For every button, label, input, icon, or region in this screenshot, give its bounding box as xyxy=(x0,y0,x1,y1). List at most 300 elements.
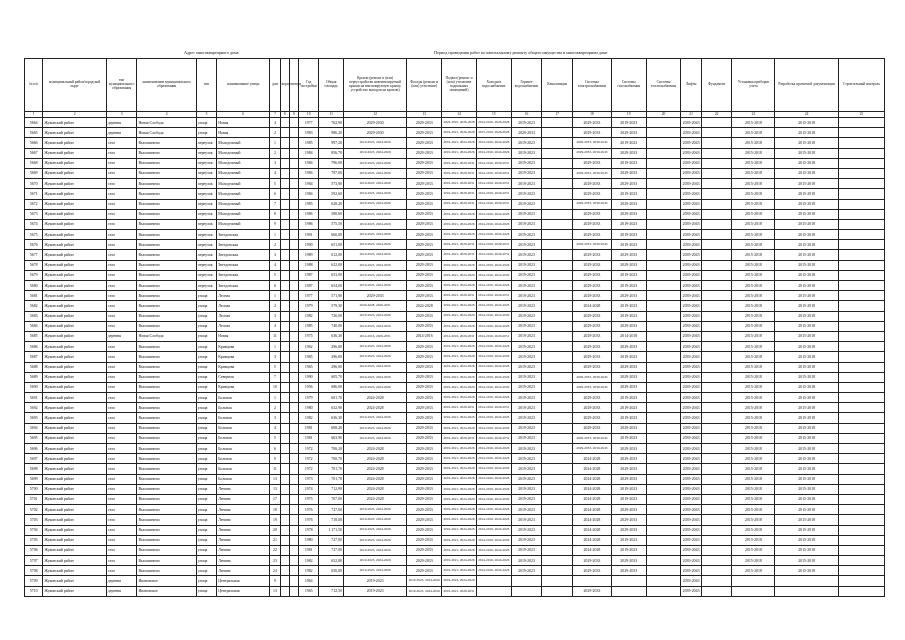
table-cell: Звездовская xyxy=(217,281,270,291)
table-cell: 2019-2023 xyxy=(511,230,542,240)
table-cell xyxy=(646,403,681,413)
column-number: 10 xyxy=(299,112,319,118)
table-cell: 2029-2033, 2039-2043 xyxy=(573,372,612,382)
table-cell: 5669 xyxy=(25,168,43,178)
table-cell: Жуковский район xyxy=(43,311,106,321)
table-cell: 2029-2030 xyxy=(343,118,406,128)
table-cell: улица xyxy=(196,505,216,515)
table-cell: 2039-2043 xyxy=(681,525,701,535)
table-cell xyxy=(646,576,681,586)
table-row xyxy=(25,331,885,341)
table-cell: 2015-2018 xyxy=(775,179,838,189)
table-cell: Жуковский район xyxy=(43,199,106,209)
table-cell: 2015-2018 xyxy=(732,260,775,270)
table-cell: Ленина xyxy=(217,545,270,555)
table-cell: Жуковский район xyxy=(43,525,106,535)
table-cell: 2014-2018 xyxy=(611,331,646,341)
table-cell: 2019-2023, 2024-2026 xyxy=(343,189,406,199)
table-cell: Высокиничи xyxy=(137,545,196,555)
table-cell: 700,70 xyxy=(319,454,344,464)
table-cell: 3 xyxy=(270,158,280,168)
table-cell: 1982 xyxy=(299,566,319,576)
table-cell: 2029-2033 xyxy=(573,566,612,576)
table-cell: 2019-2023, 2024-2026 xyxy=(343,433,406,443)
table-cell: 2019-2023 xyxy=(511,413,542,423)
table-cell xyxy=(646,230,681,240)
table-cell: 2 xyxy=(270,148,280,158)
table-cell: 4 xyxy=(270,118,280,128)
table-cell: село xyxy=(106,281,137,291)
table-cell: 2019-2023, 2024-2026 xyxy=(343,321,406,331)
table-cell: Высокиничи xyxy=(137,525,196,535)
table-cell: 2015-2018 xyxy=(732,454,775,464)
table-cell xyxy=(289,199,298,209)
table-cell xyxy=(289,505,298,515)
table-cell xyxy=(701,240,732,250)
table-cell xyxy=(646,209,681,219)
table-cell: 2015-2018 xyxy=(732,179,775,189)
table-cell: Жуковский район xyxy=(43,454,106,464)
table-cell xyxy=(838,362,884,372)
table-cell: 2019-2023 xyxy=(611,240,646,250)
table-cell: 2019-2023 xyxy=(511,281,542,291)
table-cell xyxy=(542,352,573,362)
column-header: корпус xyxy=(280,59,289,112)
table-cell: улица xyxy=(196,382,216,392)
table-cell: 2029-2033 xyxy=(573,270,612,280)
table-cell: 1 xyxy=(270,291,280,301)
table-cell: 2014-2016, 2029-2031 xyxy=(476,189,511,199)
table-cell: Лесная xyxy=(217,321,270,331)
table-cell: 2019-2021, 2024-2026 xyxy=(442,352,477,362)
table-cell xyxy=(838,352,884,362)
table-cell xyxy=(542,515,573,525)
table-cell xyxy=(280,168,289,178)
table-cell: село xyxy=(106,260,137,270)
table-cell: Ленина xyxy=(217,494,270,504)
table-cell: 686,00 xyxy=(319,382,344,392)
table-cell xyxy=(542,525,573,535)
table-cell: Молодежный xyxy=(217,158,270,168)
table-cell: 2039-2043 xyxy=(681,535,701,545)
table-cell: Жуковский район xyxy=(43,179,106,189)
table-row xyxy=(25,494,885,504)
table-cell: улица xyxy=(196,556,216,566)
table-cell: 2019-2021, 2024-2026 xyxy=(442,311,477,321)
table-cell: улица xyxy=(196,342,216,352)
table-cell: 5 xyxy=(270,433,280,443)
table-cell: деревня xyxy=(106,576,137,586)
table-cell xyxy=(646,566,681,576)
table-cell: 1990 xyxy=(299,372,319,382)
table-cell xyxy=(280,474,289,484)
table-body xyxy=(25,118,885,597)
table-cell: 762,90 xyxy=(319,118,344,128)
table-cell: 17 xyxy=(270,494,280,504)
table-cell: 1 171,50 xyxy=(319,525,344,535)
table-cell xyxy=(289,393,298,403)
table-cell: Молодежный xyxy=(217,138,270,148)
table-cell: 5666 xyxy=(25,138,43,148)
table-cell: 1987 xyxy=(299,270,319,280)
table-cell: Звездовская xyxy=(217,260,270,270)
table-cell: 2029-2033 xyxy=(573,413,612,423)
table-cell: село xyxy=(106,525,137,535)
table-cell: 11 xyxy=(270,331,280,341)
table-cell: 2015-2018 xyxy=(775,270,838,280)
table-cell xyxy=(838,128,884,138)
table-cell: 2014-2016, 2024-2026 xyxy=(476,219,511,229)
table-cell: село xyxy=(106,179,137,189)
table-cell: Высокиничи xyxy=(137,484,196,494)
table-cell: Высокиничи xyxy=(137,281,196,291)
table-cell xyxy=(646,179,681,189)
table-cell: переулок xyxy=(196,219,216,229)
table-cell: село xyxy=(106,566,137,576)
table-cell: 2029-2033 xyxy=(407,403,442,413)
table-cell: 2015-2018 xyxy=(775,291,838,301)
table-cell: 2029-2033 xyxy=(611,250,646,260)
table-cell: 1976 xyxy=(299,505,319,515)
table-cell: 5680 xyxy=(25,281,43,291)
table-cell: 2014-2016, 2024-2026 xyxy=(476,505,511,515)
column-number: 20 xyxy=(646,112,681,118)
table-cell xyxy=(646,464,681,474)
table-cell xyxy=(280,179,289,189)
table-cell xyxy=(280,433,289,443)
table-cell: 5665 xyxy=(25,128,43,138)
table-cell: 2039-2043 xyxy=(681,118,701,128)
table-cell: 2029-2033 xyxy=(611,525,646,535)
table-cell: 2019-2021, 2024-2026 xyxy=(442,148,477,158)
table-cell: переулок xyxy=(196,168,216,178)
table-cell: Высокиничи xyxy=(137,423,196,433)
table-cell: 2019-2021, 2024-2026 xyxy=(442,138,477,148)
table-cell: 2014-2016, 2029-2031 xyxy=(476,179,511,189)
table-cell: 1973 xyxy=(299,474,319,484)
table-cell: 2015-2018 xyxy=(732,382,775,392)
table-cell: 2029-2033 xyxy=(407,413,442,423)
table-cell: 2014-2016, 2029-2031 xyxy=(476,240,511,250)
table-cell: 2014-2016, 2024-2026 xyxy=(476,230,511,240)
table-cell xyxy=(701,199,732,209)
table-cell: деревня xyxy=(106,331,137,341)
table-cell xyxy=(838,423,884,433)
table-cell: село xyxy=(106,158,137,168)
table-cell: Жуковский район xyxy=(43,505,106,515)
table-cell: Лесная xyxy=(217,311,270,321)
table-cell: 2019-2023 xyxy=(511,199,542,209)
column-header: дом xyxy=(270,59,280,112)
table-cell: 2014-2016, 2024-2026 xyxy=(476,138,511,148)
column-number: 2 xyxy=(43,112,106,118)
table-cell xyxy=(280,382,289,392)
table-cell: 9 xyxy=(270,454,280,464)
table-cell: село xyxy=(106,291,137,301)
table-cell: 2039-2043 xyxy=(681,474,701,484)
table-cell xyxy=(280,342,289,352)
table-cell: 2019-2023 xyxy=(343,576,406,586)
table-cell: 2029-2033 xyxy=(573,342,612,352)
table-cell xyxy=(289,342,298,352)
table-cell: 2015-2018 xyxy=(732,281,775,291)
table-cell: 2015-2018 xyxy=(775,556,838,566)
table-cell: 2019-2023, 2024-2026 xyxy=(343,423,406,433)
table-cell: Центральная xyxy=(217,586,270,596)
table-cell: 2015-2018 xyxy=(732,484,775,494)
table-cell: 2019-2021, 2029-2031 xyxy=(442,158,477,168)
table-cell: 2019-2023, 2024-2026 xyxy=(343,352,406,362)
table-cell: 2019-2023, 2024-2026 xyxy=(343,158,406,168)
table-cell: 2024-2028 xyxy=(573,454,612,464)
table-cell: 2019-2023 xyxy=(511,444,542,454)
table-cell: 2029-2033 xyxy=(573,250,612,260)
table-cell: 5697 xyxy=(25,454,43,464)
table-cell: Кривцова xyxy=(217,342,270,352)
table-cell: 2029-2033, 2039-2043 xyxy=(573,138,612,148)
table-cell: 2014-2016, 2024-2026 xyxy=(476,352,511,362)
table-cell: 2029-2033 xyxy=(407,566,442,576)
column-number: 3 xyxy=(106,112,137,118)
column-number: 16 xyxy=(511,112,542,118)
table-cell: 2015-2018 xyxy=(732,158,775,168)
table-cell: 2019-2021, 2024-2026 xyxy=(442,423,477,433)
table-cell: 3 xyxy=(270,311,280,321)
table-cell xyxy=(289,219,298,229)
table-cell xyxy=(701,342,732,352)
table-cell: 1962 xyxy=(299,342,319,352)
table-cell: 2029-2033 xyxy=(407,433,442,443)
table-cell: 2024-2028 xyxy=(343,464,406,474)
table-cell: 2 xyxy=(270,301,280,311)
table-cell: Высокиничи xyxy=(137,138,196,148)
table-cell: 2019-2023 xyxy=(511,189,542,199)
table-cell: 2029-2033 xyxy=(407,270,442,280)
table-cell: Ленина xyxy=(217,515,270,525)
group-label-address: Адрес многоквартирного дома xyxy=(184,50,239,55)
table-cell: 1972 xyxy=(299,444,319,454)
table-cell: Жуковский район xyxy=(43,403,106,413)
table-cell: 5691 xyxy=(25,393,43,403)
table-cell: 2019-2023, 2024-2026 xyxy=(343,362,406,372)
table-cell: 663,90 xyxy=(319,433,344,443)
table-cell: переулок xyxy=(196,199,216,209)
table-cell: 2029-2033 xyxy=(573,321,612,331)
table-cell xyxy=(838,484,884,494)
table-cell: Ленина xyxy=(217,535,270,545)
table-cell: 2029-2033 xyxy=(611,179,646,189)
table-cell: 1990 xyxy=(299,240,319,250)
table-cell: 2019-2021, 2024-2026 xyxy=(442,393,477,403)
table-cell: село xyxy=(106,545,137,555)
table-cell: Жуковский район xyxy=(43,240,106,250)
table-cell xyxy=(701,362,732,372)
table-cell: 296,00 xyxy=(319,362,344,372)
table-row xyxy=(25,586,885,596)
table-cell: 2019-2023 xyxy=(511,433,542,443)
table-cell xyxy=(542,168,573,178)
table-cell: 1972 xyxy=(299,464,319,474)
table-cell: 9 xyxy=(270,219,280,229)
table-cell xyxy=(280,535,289,545)
table-cell: 2029-2033 xyxy=(407,281,442,291)
table-cell: 2023-2025, 2026-2028 xyxy=(442,118,477,128)
table-cell xyxy=(542,576,573,586)
table-cell xyxy=(289,566,298,576)
table-cell: село xyxy=(106,209,137,219)
table-cell: 622,00 xyxy=(319,260,344,270)
table-cell xyxy=(838,189,884,199)
table-cell: Жуковский район xyxy=(43,382,106,392)
table-cell: Высокиничи xyxy=(137,362,196,372)
table-cell: 2039-2043 xyxy=(681,199,701,209)
table-cell: село xyxy=(106,148,137,158)
table-cell xyxy=(838,230,884,240)
table-cell: 580,60 xyxy=(319,209,344,219)
table-cell: 2029-2030 xyxy=(343,128,406,138)
table-cell: Высокиничи xyxy=(137,382,196,392)
table-cell xyxy=(542,148,573,158)
table-cell: 1965 xyxy=(299,586,319,596)
table-cell: 5 xyxy=(270,179,280,189)
column-number: 17 xyxy=(542,112,573,118)
table-cell xyxy=(701,291,732,301)
table-cell: 2024-2028 xyxy=(343,393,406,403)
table-cell: 2014-2016, 2024-2026 xyxy=(476,342,511,352)
table-cell: село xyxy=(106,199,137,209)
table-cell: 11 xyxy=(270,464,280,474)
table-cell: 2015-2018 xyxy=(775,230,838,240)
table-cell xyxy=(838,118,884,128)
table-cell: 2039-2043 xyxy=(681,413,701,423)
table-cell: Высокиничи xyxy=(137,433,196,443)
table-cell: 2015-2018 xyxy=(732,199,775,209)
table-cell: Жуковский район xyxy=(43,321,106,331)
table-cell: 2029-2033 xyxy=(407,556,442,566)
table-cell: 2039-2043 xyxy=(681,444,701,454)
table-cell: 2019-2023, 2024-2026 xyxy=(343,535,406,545)
table-cell xyxy=(838,342,884,352)
table-cell xyxy=(646,148,681,158)
table-cell: 2029-2033 xyxy=(611,291,646,301)
table-cell: 1975 xyxy=(299,494,319,504)
table-cell xyxy=(289,525,298,535)
table-cell: 2029-2033 xyxy=(407,128,442,138)
table-cell: 2015-2018 xyxy=(775,260,838,270)
table-cell: 2029-2033 xyxy=(407,545,442,555)
table-cell: 2019-2023 xyxy=(511,362,542,372)
table-cell: 2029-2033 xyxy=(573,128,612,138)
table-cell: Жуковский район xyxy=(43,444,106,454)
column-header: Фасады (ремонт и (или) утепление) xyxy=(407,59,442,112)
table-cell: улица xyxy=(196,535,216,545)
table-row xyxy=(25,138,885,148)
table-cell: Жуковский район xyxy=(43,118,106,128)
table-cell: 2014-2016, 2024-2026 xyxy=(476,454,511,464)
column-number: 4 xyxy=(137,112,196,118)
table-cell: 2039-2043 xyxy=(681,464,701,474)
table-cell: 1980 xyxy=(299,403,319,413)
table-cell: Жуковский район xyxy=(43,535,106,545)
table-cell: Северная xyxy=(217,372,270,382)
table-cell: улица xyxy=(196,515,216,525)
table-cell xyxy=(646,219,681,229)
table-cell xyxy=(289,515,298,525)
table-cell: 2015-2018 xyxy=(732,515,775,525)
table-cell xyxy=(646,281,681,291)
table-cell: 5664 xyxy=(25,118,43,128)
table-cell: Жуковский район xyxy=(43,138,106,148)
table-cell: Высокиничи xyxy=(137,494,196,504)
table-cell: 2019-2023 xyxy=(611,311,646,321)
table-cell: Жуковский район xyxy=(43,393,106,403)
table-cell: 986,20 xyxy=(319,128,344,138)
table-cell: 2015-2018 xyxy=(732,230,775,240)
table-cell: 2015-2018 xyxy=(732,148,775,158)
table-cell: 573,90 xyxy=(319,179,344,189)
column-header: литера xyxy=(289,59,298,112)
table-cell xyxy=(611,586,646,596)
table-cell: 296,00 xyxy=(319,342,344,352)
table-cell: 5689 xyxy=(25,372,43,382)
table-row xyxy=(25,444,885,454)
table-cell: 1981 xyxy=(299,433,319,443)
table-cell: Новая xyxy=(217,128,270,138)
table-cell: 2019-2023 xyxy=(511,484,542,494)
table-cell xyxy=(542,118,573,128)
table-cell: 5 xyxy=(270,362,280,372)
table-cell: 2019-2023 xyxy=(611,281,646,291)
table-cell xyxy=(701,556,732,566)
column-number: 1 xyxy=(25,112,43,118)
table-cell xyxy=(542,219,573,229)
table-cell: Высокиничи xyxy=(137,454,196,464)
table-cell xyxy=(542,586,573,596)
table-cell xyxy=(542,454,573,464)
table-cell: 2029-2033, 2039-2043 xyxy=(573,382,612,392)
table-cell: 2019-2021, 2024-2026 xyxy=(442,444,477,454)
table-cell: 1984 xyxy=(299,158,319,168)
table-cell: 2014-2016, 2024-2026 xyxy=(476,301,511,311)
table-cell: 5672 xyxy=(25,199,43,209)
table-cell: Высокиничи xyxy=(137,342,196,352)
table-cell xyxy=(289,545,298,555)
table-cell: Молодежный xyxy=(217,189,270,199)
table-cell xyxy=(838,199,884,209)
table-cell xyxy=(289,331,298,341)
table-cell: 2015-2018 xyxy=(732,413,775,423)
table-cell xyxy=(646,240,681,250)
table-cell xyxy=(542,423,573,433)
table-cell: улица xyxy=(196,291,216,301)
table-cell: 2019-2023 xyxy=(511,393,542,403)
table-cell xyxy=(280,301,289,311)
table-cell: 605,70 xyxy=(319,372,344,382)
column-number: 11 xyxy=(319,112,344,118)
table-cell: 2029-2033 xyxy=(611,505,646,515)
table-cell: 2019-2021, 2029-2031 xyxy=(442,433,477,443)
table-cell: 2024-2028 xyxy=(573,301,612,311)
table-cell: 2015-2018 xyxy=(732,545,775,555)
table-cell: 2029-2033 xyxy=(407,321,442,331)
table-cell: 2029-2033 xyxy=(611,382,646,392)
table-cell: улица xyxy=(196,474,216,484)
table-cell xyxy=(775,576,838,586)
table-cell: 2019-2021, 2024-2026 xyxy=(442,556,477,566)
table-row xyxy=(25,158,885,168)
table-cell: 5703 xyxy=(25,515,43,525)
table-cell xyxy=(838,281,884,291)
